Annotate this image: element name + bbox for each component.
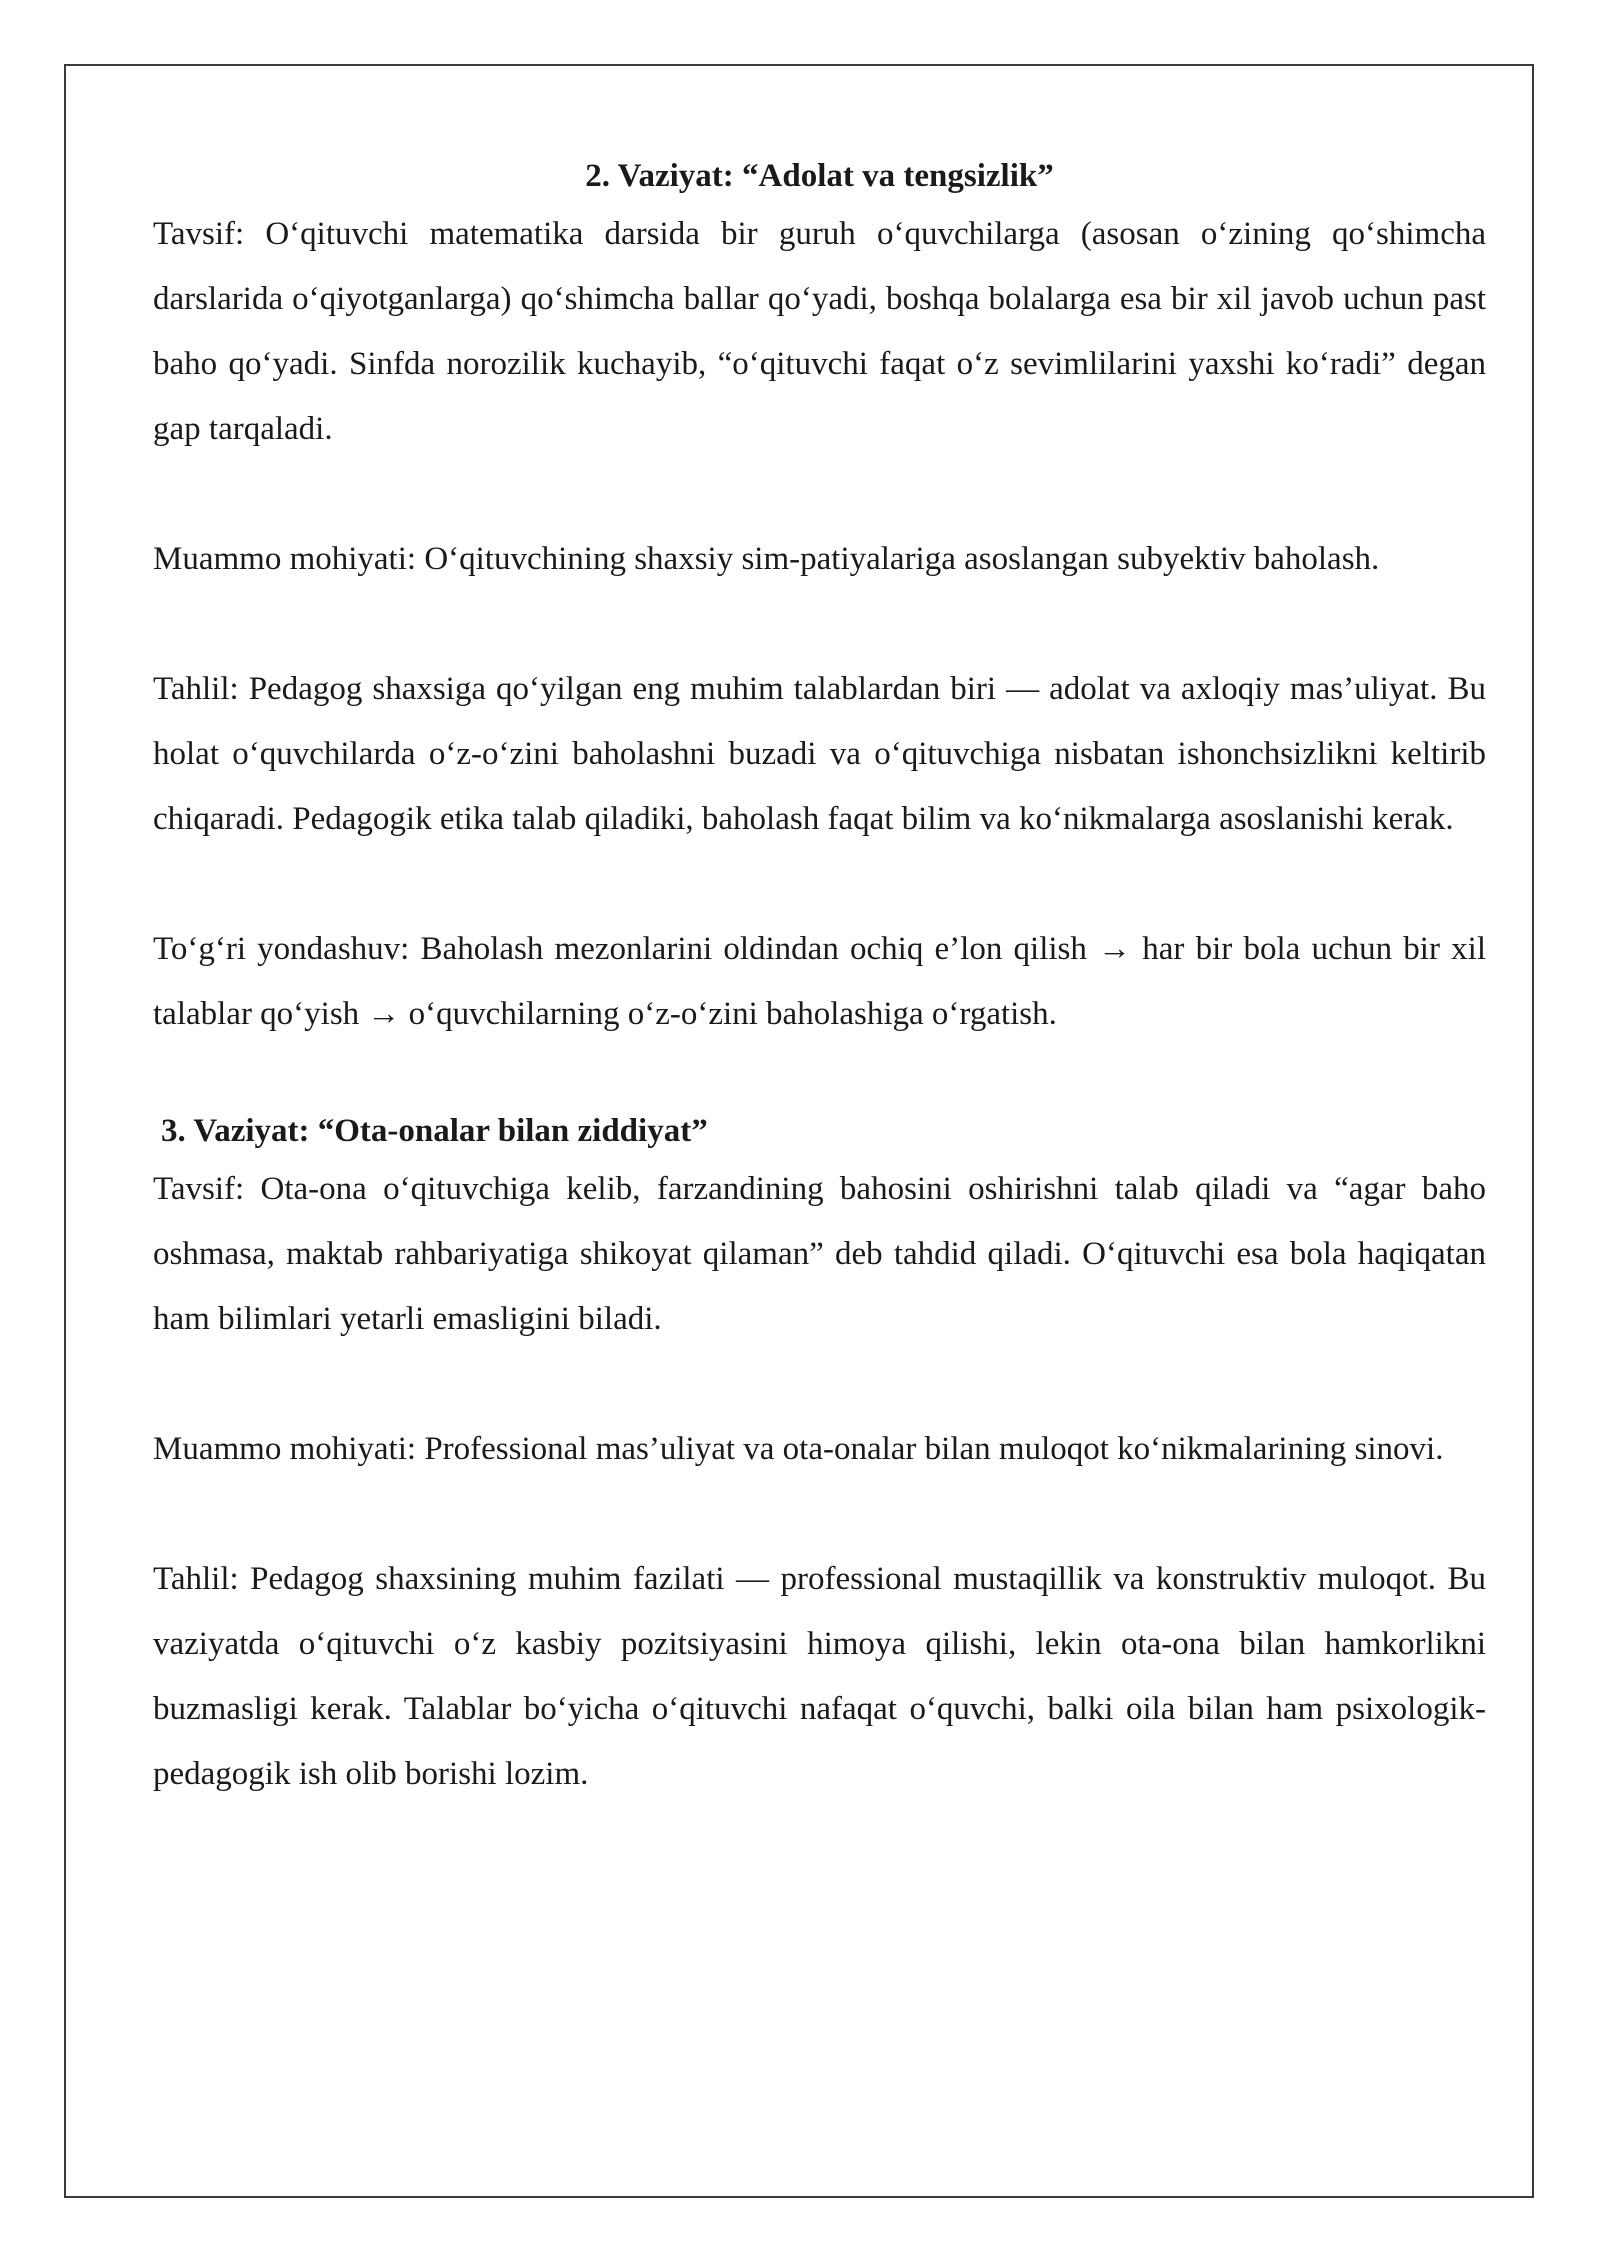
section-3-tavsif: Tavsif: Ota-ona o‘qituvchiga kelib, farzandining bahosini oshirishni talab qiladi va “agar baho oshmasa, maktab rahbariyatiga shikoyat qilaman” deb tahdid qiladi. O‘qituvchi esa bola haqiqatan ham bilimlari yetarli emasligini biladi.: [153, 1171, 1486, 1337]
section-2-togri-yondashuv: To‘g‘ri yondashuv: Baholash mezonlarini oldindan ochiq e’lon qilish → har bir bola uchun bir xil talablar qo‘yish → o‘quvchilarning o‘z-o‘zini baholashiga o‘rgatish.: [153, 931, 1486, 1032]
section-3-muammo: Muammo mohiyati: Professional mas’uliyat va ota-onalar bilan muloqot ko‘nikmalarining sinovi.: [153, 1431, 1444, 1467]
section-3-tahlil: Tahlil: Pedagog shaxsining muhim fazilati — professional mustaqillik va konstruktiv muloqot. Bu vaziyatda o‘qituvchi o‘z kasbiy pozitsiyasini himoya qilishi, lekin ota-ona bilan hamkorlikni buzmasligi kerak. Talablar bo‘yicha o‘qituvchi nafaqat o‘quvchi, balki oila bilan ham psixologik-pedagogik ish olib borishi lozim.: [153, 1561, 1486, 1792]
section-2-muammo: Muammo mohiyati: O‘qituvchining shaxsiy sim-patiyalariga asoslangan subyektiv baholash.: [153, 541, 1380, 577]
section-2-tahlil: Tahlil: Pedagog shaxsiga qo‘yilgan eng muhim talablardan biri — adolat va axloqiy mas’uliyat. Bu holat o‘quvchilarda o‘z-o‘zini baholashni buzadi va o‘qituvchiga nisbatan ishonchsizlikni keltirib chiqaradi. Pedagogik etika talab qiladiki, baholash faqat bilim va ko‘nikmalarga asoslanishi kerak.: [153, 671, 1486, 837]
document-body: [153, 150, 1486, 1807]
section-2-tavsif: Tavsif: O‘qituvchi matematika darsida bir guruh o‘quvchilarga (asosan o‘zining qo‘shimcha darslarida o‘qiyotganlarga) qo‘shimcha ballar qo‘yadi, boshqa bolalarga esa bir xil javob uchun past baho qo‘yadi. Sinfda norozilik kuchayib, “o‘qituvchi faqat o‘z sevimlilarini yaxshi ko‘radi” degan gap tarqaladi.: [153, 216, 1486, 447]
section-2-heading: 2. Vaziyat: “Adolat va tengsizlik”: [585, 158, 1054, 194]
section-3-heading: 3. Vaziyat: “Ota-onalar bilan ziddiyat”: [161, 1113, 708, 1149]
